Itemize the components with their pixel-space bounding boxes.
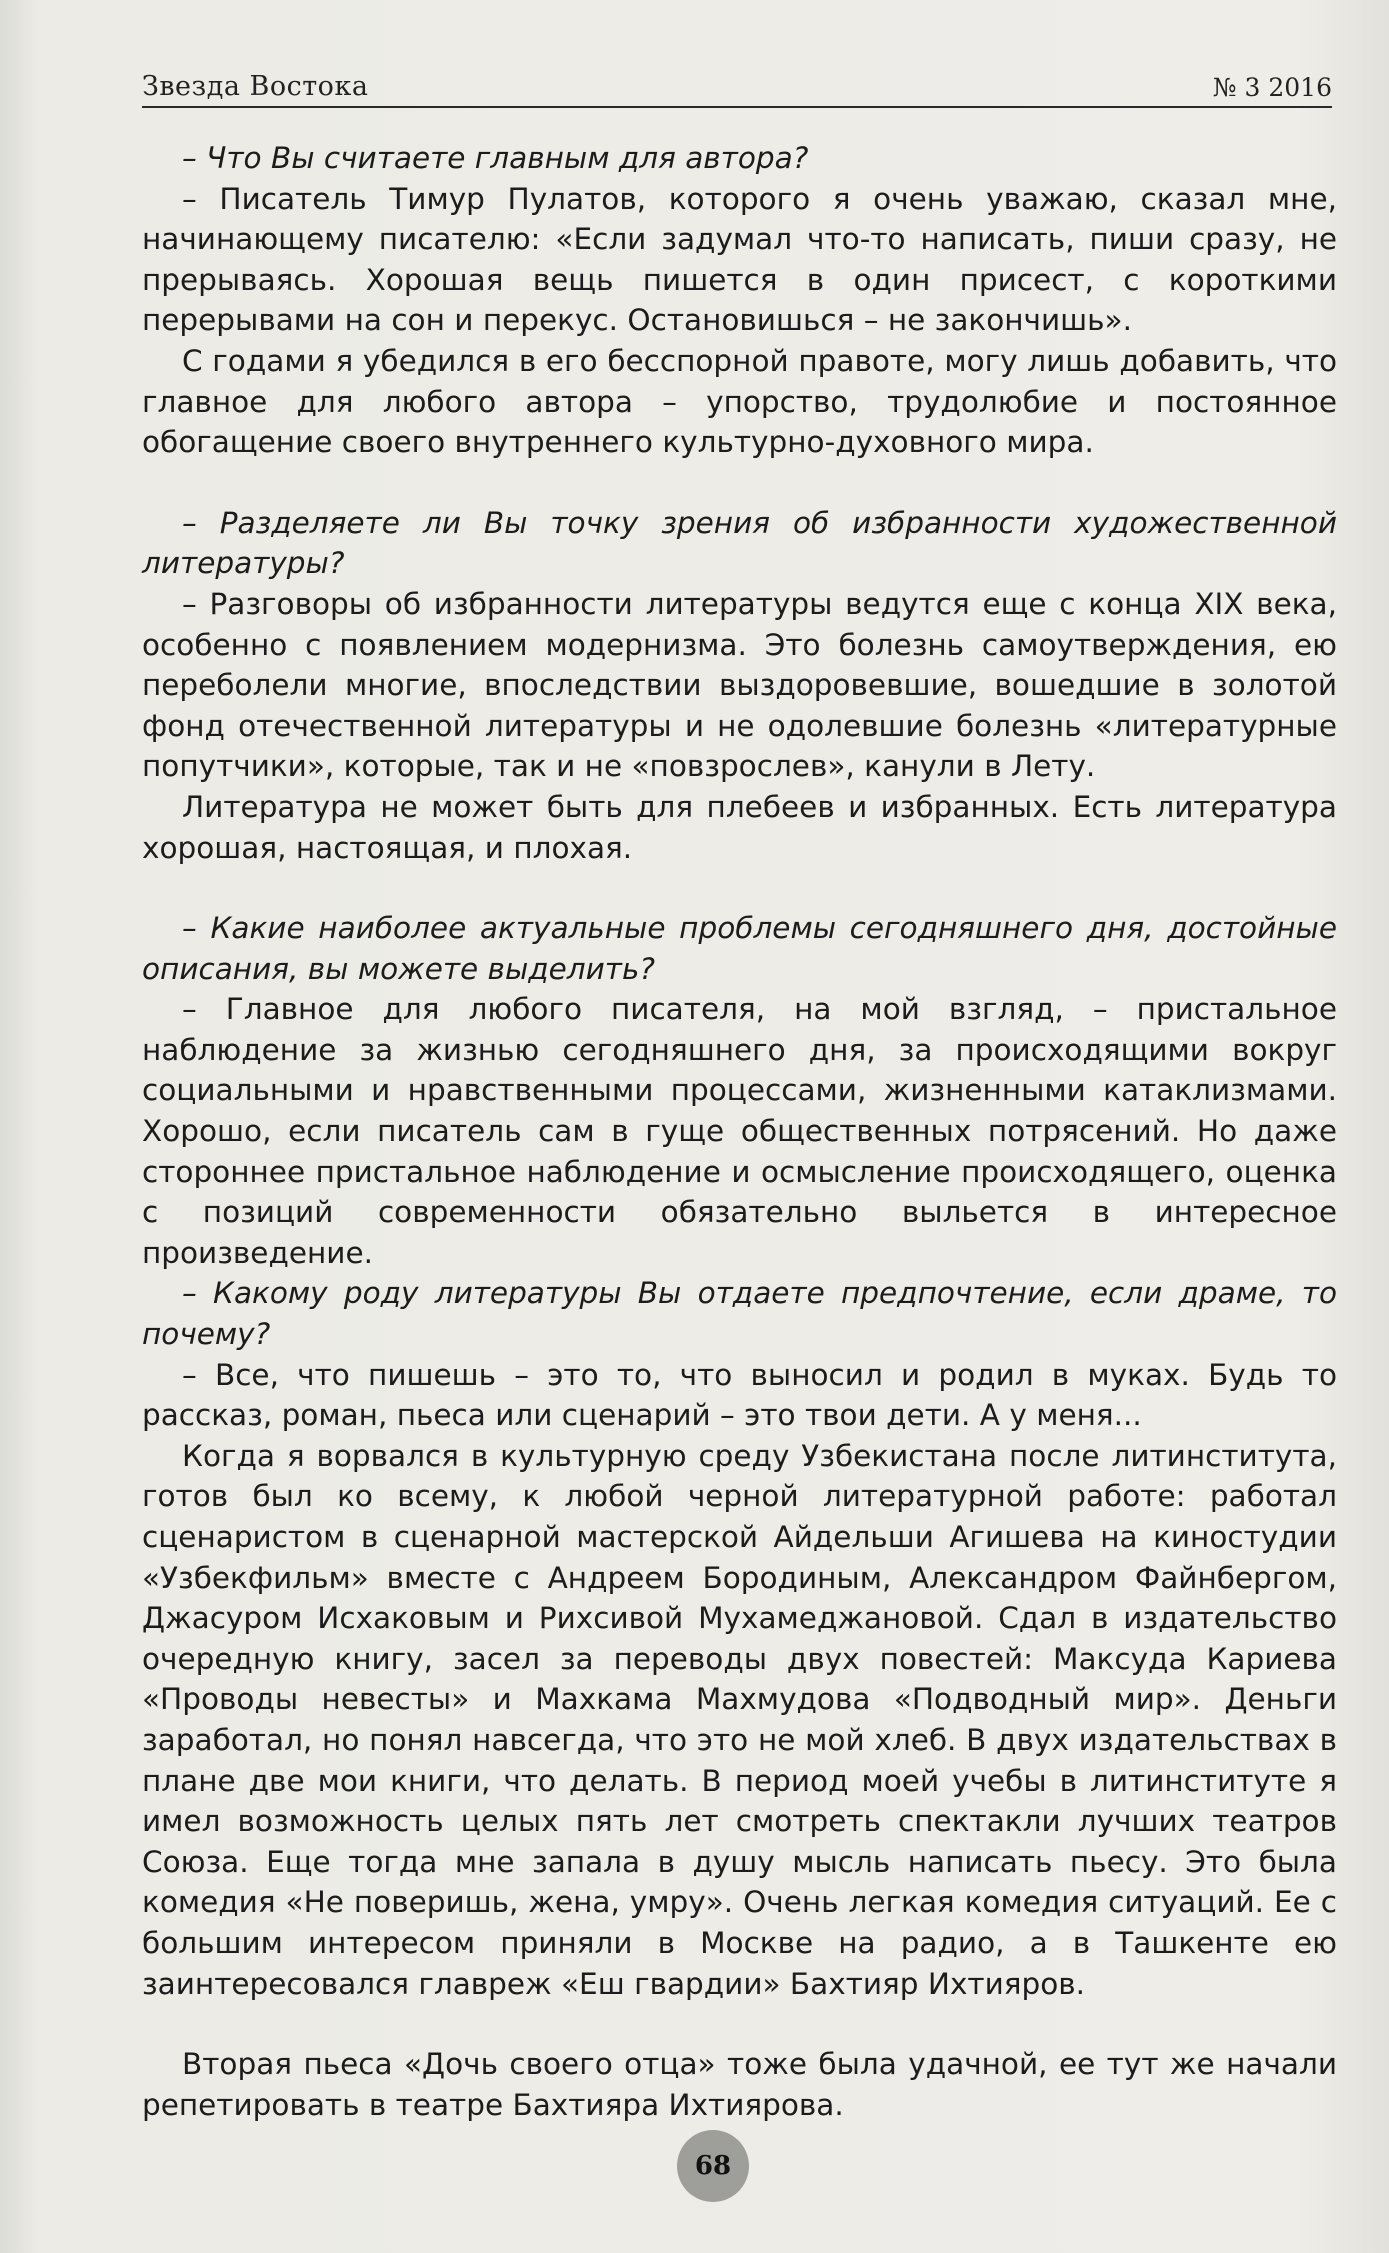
paragraph: – Разговоры об избранности литературы ведутся еще с конца XIX века, особенно с появлением модернизма. Это болезнь самоутверждения, ею переболели многие, впоследствии выздоровевшие, вошедшие в золотой фонд отечественной литературы и не одолевшие болезнь «литературные попутчики», которые, так и не «повзрослев», канули в Лету. <box>142 586 1337 784</box>
page-number-badge <box>677 2130 749 2202</box>
running-header <box>142 60 1332 108</box>
paragraph: Когда я ворвался в культурную среду Узбекистана после литинститута, готов был ко всему, к любой черной литературной работе: работал сценаристом в сценарной мастерской Айдельши Агишева на киностудии «Узбекфильм» вместе с Андреем Бородиным, Александром Файнбергом, Джасуром Исхаковым и Рихсивой Мухамеджановой. Сдал в издательство очередную книгу, засел за переводы двух повестей: Максуда Кариева «Проводы невесты» и Махкама Махмудова «Подводный мир». Деньги заработал, но понял навсегда, что это не мой хлеб. В двух издательствах в плане две мои книги, что делать. В период моей учебы в литинституте я имел возможность целых пять лет смотреть спектакли лучших театров Союза. Еще тогда мне запала в душу мысль написать пьесу. Это была комедия «Не поверишь, жена, умру». Очень легкая комедия ситуаций. Ее с большим интересом приняли в Москве на радио, а в Ташкенте ею заинтересовался главреж «Еш гвардии» Бахтияр Ихтияров. <box>142 1438 1337 2001</box>
paragraph: Литература не может быть для плебеев и избранных. Есть литература хорошая, настоящая, и плохая. <box>142 789 1337 865</box>
paragraph: – Главное для любого писателя, на мой взгляд, – пристальное наблюдение за жизнью сегодняшнего дня, за происходящими вокруг социальными и нравственными процессами, жизненными катаклизмами. Хорошо, если писатель сам в гуще общественных потрясений. Но даже стороннее пристальное наблюдение и осмысление происходящего, оценка с позиций современности обязательно выльется в интересное произведение. <box>142 992 1337 1270</box>
page-number: 68 <box>694 2151 732 2181</box>
interview-question: – Что Вы считаете главным для автора? <box>182 141 809 175</box>
paragraph: Вторая пьеса «Дочь своего отца» тоже была удачной, ее тут же начали репетировать в театре Бахтияра Ихтиярова. <box>142 2047 1337 2122</box>
interview-question: – Какие наиболее актуальные проблемы сегодняшнего дня, достойные описания, вы можете выделить? <box>142 911 1337 986</box>
issue-number: № 3 2016 <box>1212 73 1332 102</box>
journal-title: Звезда Востока <box>142 71 369 102</box>
interview-question: – Разделяете ли Вы точку зрения об избранности художественной литературы? <box>142 505 1337 581</box>
paragraph: – Все, что пишешь – это то, что выносил и родил в муках. Будь то рассказ, роман, пьеса или сценарий – это твои дети. А у меня... <box>142 1357 1337 1433</box>
interview-question: – Какому роду литературы Вы отдаете предпочтение, если драме, то почему? <box>142 1276 1337 1352</box>
paragraph: С годами я убедился в его бесспорной правоте, могу лишь добавить, что главное для любого автора – упорство, трудолюбие и постоянное обогащение своего внутреннего культурно-духовного мира. <box>142 343 1337 460</box>
article-body <box>142 138 1337 2125</box>
paragraph: – Писатель Тимур Пулатов, которого я очень уважаю, сказал мне, начинающему писателю: «Если задумал что-то написать, пиши сразу, не прерываясь. Хорошая вещь пишется в один присест, с короткими перерывами на сон и перекус. Остановишься – не закончишь». <box>142 181 1337 338</box>
